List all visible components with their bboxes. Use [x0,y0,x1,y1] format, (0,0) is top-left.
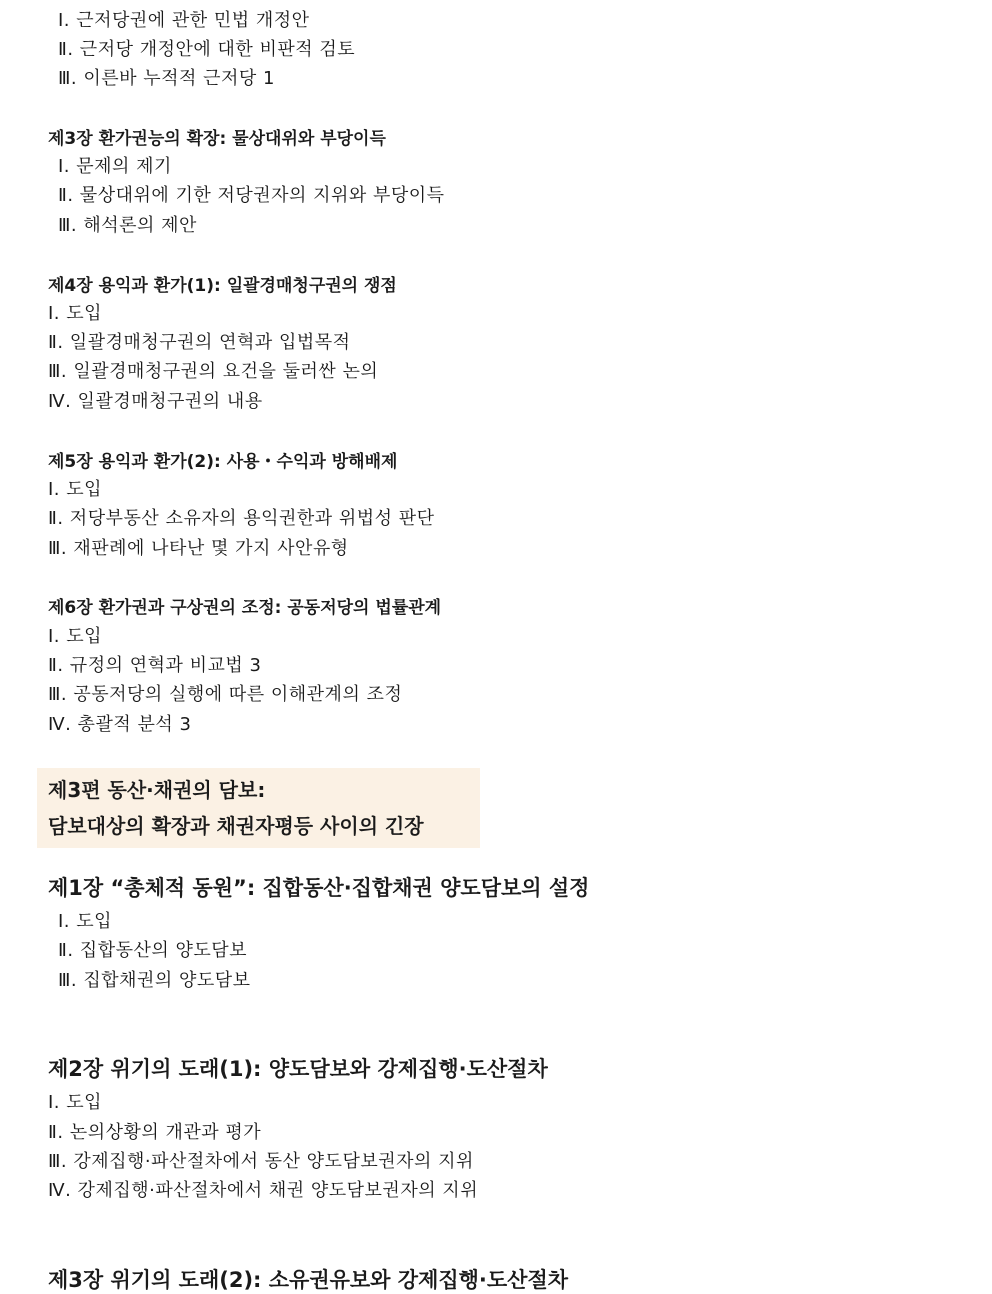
toc-item: Ⅳ. 총괄적 분석 3 [48,714,192,735]
toc-item: Ⅲ. 집합채권의 양도담보 [58,970,251,991]
toc-item: Ⅲ. 이른바 누적적 근저당 1 [58,68,275,89]
toc-item: Ⅳ. 강제집행·파산절차에서 채권 양도담보권자의 지위 [48,1180,479,1201]
toc-item: Ⅲ. 일괄경매청구권의 요건을 둘러싼 논의 [48,361,379,382]
toc-item: Ⅱ. 규정의 연혁과 비교법 3 [48,655,262,676]
toc-item: Ⅲ. 공동저당의 실행에 따른 이해관계의 조정 [48,684,403,705]
toc-item: Ⅲ. 재판례에 나타난 몇 가지 사안유형 [48,538,349,559]
toc-item: Ⅱ. 일괄경매청구권의 연혁과 입법목적 [48,332,351,353]
chapter-title: 제3장 위기의 도래(2): 소유권유보와 강제집행·도산절차 [48,1268,569,1292]
toc-item: Ⅰ. 도입 [48,1092,103,1113]
part-title-line1: 제3편 동산·채권의 담보: [48,778,266,802]
toc-item: Ⅱ. 근저당 개정안에 대한 비판적 검토 [58,39,356,60]
toc-item: Ⅰ. 도입 [48,303,103,324]
toc-item: Ⅱ. 저당부동산 소유자의 용익권한과 위법성 판단 [48,508,435,529]
chapter-title: 제5장 용익과 환가(2): 사용・수익과 방해배제 [48,452,398,472]
toc-item: Ⅰ. 문제의 제기 [58,156,172,177]
toc-item: Ⅰ. 근저당권에 관한 민법 개정안 [58,10,310,31]
chapter-title: 제6장 환가권과 구상권의 조정: 공동저당의 법률관계 [48,598,442,618]
part-title-line2: 담보대상의 확장과 채권자평등 사이의 긴장 [48,814,424,838]
toc-item: Ⅰ. 도입 [48,479,103,500]
toc-item: Ⅱ. 집합동산의 양도담보 [58,940,248,961]
chapter-title: 제3장 환가권능의 확장: 물상대위와 부당이득 [48,129,386,149]
chapter-title: 제2장 위기의 도래(1): 양도담보와 강제집행·도산절차 [48,1057,548,1081]
toc-item: Ⅲ. 해석론의 제안 [58,215,197,236]
toc-item: Ⅰ. 도입 [48,626,103,647]
chapter-title: 제4장 용익과 환가(1): 일괄경매청구권의 쟁점 [48,276,397,296]
toc-item: Ⅱ. 물상대위에 기한 저당권자의 지위와 부당이득 [58,185,445,206]
toc-item: Ⅱ. 논의상황의 개관과 평가 [48,1122,262,1143]
toc-item: Ⅰ. 도입 [58,911,113,932]
toc-item: Ⅲ. 강제집행·파산절차에서 동산 양도담보권자의 지위 [48,1151,474,1172]
toc-item: Ⅳ. 일괄경매청구권의 내용 [48,391,263,412]
chapter-title: 제1장 “총체적 동원”: 집합동산·집합채권 양도담보의 설정 [48,876,590,900]
